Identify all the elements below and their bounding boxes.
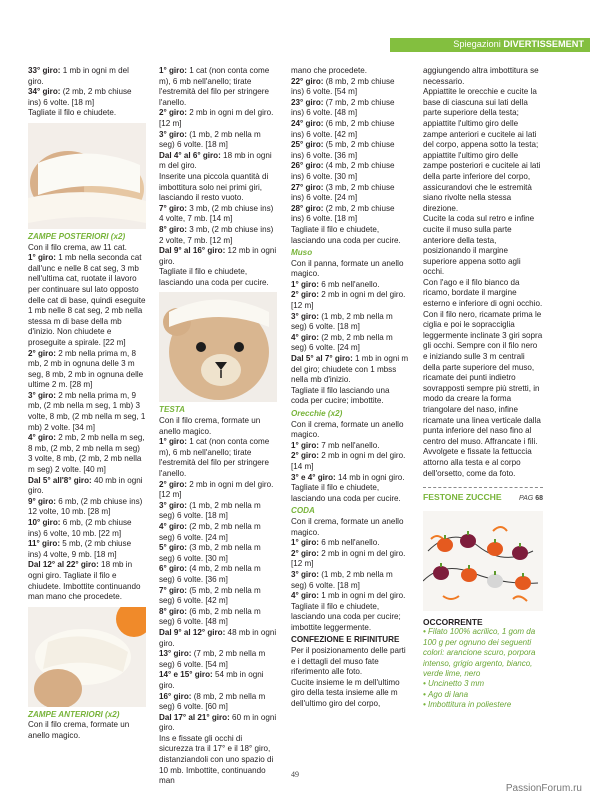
instruction-row: [159, 628, 277, 649]
row-label: Dal 4° al 6° giro:: [159, 150, 221, 160]
section-heading: ZAMPE POSTERIORI (x2): [28, 231, 126, 241]
bear-legs-photo: [28, 607, 146, 707]
instruction-row: [159, 225, 277, 246]
row-label: 3° giro:: [291, 311, 319, 321]
row-text: Con il panna, formate un anello magico.: [291, 258, 404, 279]
row-text: 2 mb nella prima m, 9 mb, (2 mb nella m seg, 1 mb) 3 volte, 8 mb, (2 mb nella m seg, 1 mb) 2 volte. [34 m]: [28, 390, 146, 432]
instruction-row: [28, 391, 146, 433]
row-text: (7 mb, 2 mb chiuse ins) 6 volte. [48 m]: [291, 97, 395, 118]
row-text: (5 mb, 2 mb nella m seg) 6 volte. [42 m]: [159, 585, 261, 606]
instruction-row: [28, 433, 146, 475]
paragraph: [423, 87, 543, 214]
paragraph: [423, 214, 543, 278]
instruction-row: [159, 522, 277, 543]
row-label: Dal 12° al 22° giro:: [28, 560, 99, 570]
row-label: 28° giro:: [291, 203, 324, 213]
festone-title: FESTONE ZUCCHE: [423, 492, 502, 503]
row-label: 25° giro:: [291, 140, 324, 150]
paragraph: [423, 66, 543, 87]
paragraph: [423, 310, 543, 448]
row-text: mano che procedete.: [291, 66, 368, 75]
instruction-row: [28, 539, 146, 560]
row-text: (2 mb, 2 mb nella m seg) 6 volte. [24 m]: [291, 332, 393, 353]
section-heading: Muso: [291, 248, 313, 258]
row-text: aggiungendo altra imbottitura se necessario.: [423, 66, 539, 86]
instruction-row: [159, 151, 277, 172]
row-text: 3 mb, (2 mb chiuse ins) 2 volte, 7 mb. [12 m]: [159, 224, 274, 245]
instruction-row: [159, 564, 277, 585]
material-item: • Filato 100% acrilico, 1 gom da 100 g per ognuno dei seguenti colori: arancione scuro, porpora intenso, grigio argento, bianco, verde lime, nero: [423, 627, 536, 678]
pumpkin-garland-photo: [423, 511, 543, 611]
row-text: 1 mb in ogni m del giro. Tagliate il filo e chiudete, lasciando una coda per cucire; imbottite leggermente.: [291, 591, 406, 632]
row-text: 60 m in ogni giro.: [159, 712, 277, 733]
row-label: 3° giro:: [159, 129, 187, 139]
row-text: Tagliate il filo e chiudete, lasciando una coda per cucire.: [291, 483, 401, 503]
row-text: 48 mb in ogni giro.: [159, 627, 277, 648]
section-header: [453, 39, 584, 49]
row-text: (3 mb, 2 mb nella m seg) 6 volte. [30 m]: [159, 543, 261, 563]
watermark: PassionForum.ru: [505, 783, 582, 794]
row-label: 7° giro:: [159, 585, 187, 595]
row-label: 1° giro:: [159, 66, 187, 75]
paragraph: [159, 416, 277, 437]
row-text: (8 mb, 2 mb nella m seg) 6 volte. [60 m]: [159, 691, 266, 712]
section-header-band: [390, 38, 590, 52]
text-column-1: [28, 66, 146, 742]
instruction-row: [159, 501, 277, 522]
instruction-row: [28, 253, 146, 348]
row-text: Appiattite le orecchie e cucite la base di ciascuna sui lati della parte superiore della testa; appiattite l'ultimo giro delle zampe anteriori e cucitele ai lati del corpo, appena sotto la testa; appiattite l'ultimo giro delle zampe posteriori e cucitele ai lati della parte inferiore del corpo, assicurandovi che le estremità siano rivolte nella stessa direzione.: [423, 87, 541, 213]
row-text: Tagliate il filo e chiudete.: [28, 108, 117, 118]
row-text: 12 mb in ogni giro.: [159, 246, 277, 266]
instruction-row: [291, 333, 409, 354]
instruction-row: [159, 543, 277, 564]
row-text: Tagliate il filo e chiudete, lasciando una coda per cucire.: [291, 224, 401, 245]
row-text: 14 mb in ogni giro.: [335, 472, 405, 482]
row-text: (2 mb, 2 mb nella m seg) 6 volte. [24 m]: [159, 522, 261, 542]
row-label: 11° giro:: [28, 539, 61, 549]
materials-title: OCCORRENTE: [423, 616, 483, 627]
row-text: Con il crema, formate un anello magico.: [291, 516, 404, 537]
material-item: • Ago di lana: [423, 689, 469, 699]
row-text: 18 mb in ogni giro. Tagliate il filo e chiudete. Imbottite continuando man mano che procedete.: [28, 560, 141, 602]
instruction-row: [159, 108, 277, 129]
instruction-row: [291, 204, 409, 225]
row-label: 4° giro:: [28, 433, 56, 443]
row-text: (4 mb, 2 mb nella m seg) 6 volte. [36 m]: [159, 564, 261, 584]
instruction-row: [291, 98, 409, 119]
row-label: 14° e 15° giro:: [159, 670, 213, 680]
row-text: 5 mb, (2 mb chiuse ins) 4 volte, 9 mb. [18 m]: [28, 539, 132, 559]
row-text: (6 mb, 2 mb nella m seg) 6 volte. [48 m]: [159, 606, 261, 627]
instruction-row: [159, 649, 277, 670]
row-label: 1° giro:: [159, 437, 187, 447]
row-text: Con il crema, formate un anello magico.: [291, 419, 404, 440]
instruction-row: [159, 586, 277, 607]
instruction-row: [28, 518, 146, 539]
row-label: Dal 17° al 21° giro:: [159, 712, 230, 722]
row-text: Tagliate il filo lasciando una coda per cucire; imbottite.: [291, 385, 390, 406]
paragraph: [159, 172, 277, 204]
page-reference: PAG 68: [518, 495, 543, 503]
row-label: 3° giro:: [28, 390, 56, 400]
row-text: Inserite una piccola quantità di imbottitura solo nei primi giri, lasciando il resto vuoto.: [159, 171, 269, 203]
row-label: 2° giro:: [159, 479, 187, 489]
paragraph: [28, 108, 146, 119]
row-text: Per il posizionamento delle parti e i dettagli del muso fate riferimento alle foto.: [291, 646, 406, 677]
instruction-row: [291, 77, 409, 98]
paragraph: [423, 447, 543, 479]
row-text: 2 mb in ogni m del giro. [12 m]: [159, 479, 274, 500]
row-text: 2 mb in ogni m del giro. [12 m]: [291, 548, 406, 569]
row-text: (7 mb, 2 mb nella m seg) 6 volte. [54 m]: [159, 649, 266, 669]
row-label: 9° giro:: [28, 496, 56, 506]
paragraph: [28, 720, 146, 741]
row-text: 6 mb nell'anello.: [318, 279, 380, 289]
paragraph: [159, 267, 277, 288]
row-text: 6 mb, (2 mb chiuse ins) 12 volte, 10 mb. [28 m]: [28, 496, 143, 517]
row-text: (1 mb, 2 mb nella m seg) 6 volte. [18 m]: [291, 311, 393, 332]
paragraph: [291, 259, 409, 280]
instruction-row: [28, 476, 146, 497]
row-label: 26° giro:: [291, 161, 324, 171]
row-text: 1 mb in ogni m del giro.: [28, 66, 129, 86]
row-label: 8° giro:: [159, 224, 187, 234]
row-text: (1 mb, 2 mb nella m seg) 6 volte. [18 m]: [159, 500, 261, 521]
instruction-row: [291, 290, 409, 311]
paragraph: [291, 420, 409, 441]
header-section-title: DIVERTISSEMENT: [503, 39, 584, 49]
instruction-row: [159, 670, 277, 691]
row-label: Dal 9° al 16° giro:: [159, 246, 226, 256]
paragraph: [291, 386, 409, 407]
row-label: 3° giro:: [159, 500, 187, 510]
row-label: 10° giro:: [28, 518, 61, 527]
row-text: 2 mb nella prima m, 8 mb, 2 mb in ognuna delle 3 m seg, 8 mb, 2 mb in ognuna delle ultime 2 m. [28 m]: [28, 348, 144, 390]
row-label: 3° giro:: [291, 569, 319, 579]
instruction-row: [291, 549, 409, 570]
instruction-row: [159, 204, 277, 225]
row-label: 2° giro:: [291, 548, 319, 558]
bear-body-photo: [28, 123, 146, 229]
row-label: 2° giro:: [28, 348, 56, 358]
instruction-row: [159, 246, 277, 267]
instruction-row: [291, 183, 409, 204]
instruction-row: [291, 161, 409, 182]
instruction-row: [159, 66, 277, 108]
instruction-row: [159, 607, 277, 628]
row-text: Ins e fissate gli occhi di sicurezza tra il 17° e il 18° giro, distanziandoli con uno spazio di 10 mb. Imbottite, continuando man: [159, 733, 274, 786]
section-heading: Orecchie (x2): [291, 409, 343, 418]
instruction-row: [159, 480, 277, 501]
row-text: 1 cat (non conta come m), 6 mb nell'anello; tirate l'estremità del filo per stringere l'anello.: [159, 437, 270, 479]
section-heading: CONFEZIONE E RIFINITURE: [291, 635, 400, 645]
row-text: Con l'ago e il filo bianco da ricamo, bordate il margine esterno e inferiore di ogni occhio.: [423, 277, 543, 309]
section-heading: CODA: [291, 506, 315, 516]
row-label: 7° giro:: [159, 203, 187, 213]
row-label: 34° giro:: [28, 87, 61, 97]
row-label: 8° giro:: [159, 606, 187, 616]
row-text: (2 mb, 2 mb chiuse ins) 6 volte. [18 m]: [28, 87, 132, 107]
row-text: Con il filo crema, aw 11 cat.: [28, 242, 127, 252]
paragraph: [291, 483, 409, 504]
row-text: (8 mb, 2 mb chiuse ins) 6 volte. [54 m]: [291, 76, 395, 97]
row-text: 2 mb in ogni m del giro. [12 m]: [159, 108, 274, 128]
row-label: Dal 9° al 12° giro:: [159, 627, 226, 637]
row-text: Avvolgete e fissate la fettuccia attorno alla testa e al corpo dell'orsetto, come da foto.: [423, 447, 532, 478]
material-item: • Imbottitura in poliestere: [423, 700, 512, 710]
instruction-row: [159, 130, 277, 151]
row-label: 16° giro:: [159, 691, 192, 701]
instruction-row: [28, 349, 146, 391]
row-text: 7 mb nell'anello.: [318, 440, 380, 450]
materials-list: [423, 627, 543, 710]
instruction-row: [28, 66, 146, 87]
section-heading: ZAMPE ANTERIORI (x2): [28, 709, 120, 719]
paragraph: [28, 243, 146, 254]
row-label: 1° giro:: [291, 279, 319, 289]
section-heading: TESTA: [159, 405, 185, 415]
row-text: Con il filo nero, ricamate prima le ciglia e poi le sopracciglia leggermente inclinate 3 giri sopra gli occhi. Sempre con il filo nero e iniziando sulle 3 m centrali della parte superiore del muso, ricamate dei punti indietro sovrapposti sempre più stretti, in modo da creare la forma triangolare del naso, infine ricamate una linea verticale dalla punta inferiore del naso fino al centro del muso. Affrancate i fili.: [423, 309, 543, 446]
row-text: 2 mb, 2 mb nella m seg, 8 mb, (2 mb, 2 mb nella m seg) 3 volte, 8 mb, (2 mb, 2 mb nella m seg) 2 volte. [40 m]: [28, 433, 145, 475]
instruction-row: [291, 140, 409, 161]
instruction-row: [28, 560, 146, 602]
row-text: (1 mb, 2 mb nella m seg) 6 volte. [18 m]: [159, 129, 261, 150]
material-item: • Uncinetto 3 mm: [423, 679, 485, 689]
row-label: 27° giro:: [291, 182, 324, 192]
row-text: Cucite la coda sul retro e infine cucite il muso sulla parte anteriore della testa, posizionando il margine superiore appena sotto agli occhi.: [423, 214, 535, 277]
row-text: 3 mb, (2 mb chiuse ins) 4 volte, 7 mb. [14 m]: [159, 203, 274, 224]
instruction-row: [291, 451, 409, 472]
row-label: 13° giro:: [159, 649, 192, 659]
row-text: (1 mb, 2 mb nella m seg) 6 volte. [18 m]: [291, 569, 393, 590]
instruction-row: [291, 119, 409, 140]
row-label: 4° giro:: [159, 522, 187, 531]
row-label: 1° giro:: [291, 440, 319, 450]
row-label: 2° giro:: [291, 290, 319, 300]
instruction-row: [159, 713, 277, 734]
instruction-row: [291, 538, 409, 549]
row-text: (5 mb, 2 mb chiuse ins) 6 volte. [36 m]: [291, 140, 395, 160]
instruction-row: [291, 312, 409, 333]
row-label: 5° giro:: [159, 543, 187, 553]
paragraph: [423, 278, 543, 310]
row-label: 2° giro:: [291, 451, 319, 461]
row-text: 1 cat (non conta come m), 6 mb nell'anello; tirate l'estremità del filo per stringere l'anello.: [159, 66, 270, 107]
paragraph: [291, 646, 409, 678]
row-label: 33° giro:: [28, 66, 61, 75]
instruction-row: [291, 354, 409, 386]
row-text: Cucite insieme le m dell'ultimo giro della testa insieme alle m dell'ultimo giro del corpo,: [291, 677, 400, 709]
row-text: 18 mb in ogni m del giro.: [159, 150, 272, 171]
instruction-row: [28, 87, 146, 108]
instruction-row: [291, 570, 409, 591]
instruction-row: [291, 280, 409, 291]
paragraph: [291, 225, 409, 246]
row-text: Con il filo crema, formate un anello magico.: [28, 720, 130, 740]
instruction-row: [159, 692, 277, 713]
row-text: (4 mb, 2 mb chiuse ins) 6 volte. [30 m]: [291, 161, 395, 181]
row-text: 2 mb in ogni m del giro. [12 m]: [291, 290, 406, 311]
row-label: 22° giro:: [291, 76, 324, 86]
row-text: 40 mb in ogni giro.: [28, 475, 143, 496]
row-text: Con il filo crema, formate un anello magico.: [159, 416, 261, 436]
paragraph: [291, 678, 409, 710]
row-text: 6 mb nell'anello.: [318, 538, 380, 548]
instruction-row: [159, 437, 277, 479]
festone-box: [423, 487, 543, 710]
paragraph: [291, 66, 409, 77]
row-text: 1 mb nella seconda cat dall'unc e nelle 8 cat seg, 3 mb nell'ultima cat, ruotate il lavoro per continuare sul lato opposto delle cat di base, quindi eseguite 1 mb nelle 8 cat seg, 2 mb nella stessa m di base della mb d'inizio. Non chiudete e proseguite a spirale. [22 m]: [28, 253, 146, 347]
page-number: 49: [291, 770, 299, 779]
row-label: 3° e 4° giro:: [291, 472, 336, 482]
instruction-row: [291, 441, 409, 452]
row-label: 23° giro:: [291, 97, 324, 107]
row-text: 2 mb in ogni m del giro. [14 m]: [291, 451, 406, 471]
row-label: 1° giro:: [291, 538, 319, 548]
text-column-3: [291, 66, 409, 710]
instruction-row: [291, 473, 409, 484]
row-text: 6 mb, (2 mb chiuse ins) 6 volte, 10 mb. [22 m]: [28, 518, 132, 538]
header-section-label: Spiegazioni: [453, 39, 501, 49]
row-label: 2° giro:: [159, 108, 187, 118]
row-label: 24° giro:: [291, 118, 324, 128]
row-text: (6 mb, 2 mb chiuse ins) 6 volte. [42 m]: [291, 118, 395, 139]
paragraph: [291, 517, 409, 538]
row-label: 6° giro:: [159, 564, 187, 574]
row-label: Dal 5° al 7° giro:: [291, 354, 353, 364]
row-text: (2 mb, 2 mb chiuse ins) 6 volte. [18 m]: [291, 203, 395, 224]
row-label: Dal 5° all'8° giro:: [28, 475, 92, 485]
bear-head-photo: [159, 292, 277, 402]
row-label: 4° giro:: [291, 591, 319, 601]
row-text: 54 mb in ogni giro.: [159, 670, 264, 690]
instruction-row: [28, 497, 146, 518]
row-label: 4° giro:: [291, 332, 319, 342]
row-text: (3 mb, 2 mb chiuse ins) 6 volte. [24 m]: [291, 182, 395, 203]
instruction-row: [291, 591, 409, 633]
row-text: 1 mb in ogni m del giro; chiudete con 1 mbss nella mb d'inizio.: [291, 354, 409, 385]
row-label: 1° giro:: [28, 253, 56, 263]
text-column-4: [423, 66, 543, 711]
row-text: Tagliate il filo e chiudete, lasciando una coda per cucire.: [159, 267, 269, 287]
text-column-2: [159, 66, 277, 787]
